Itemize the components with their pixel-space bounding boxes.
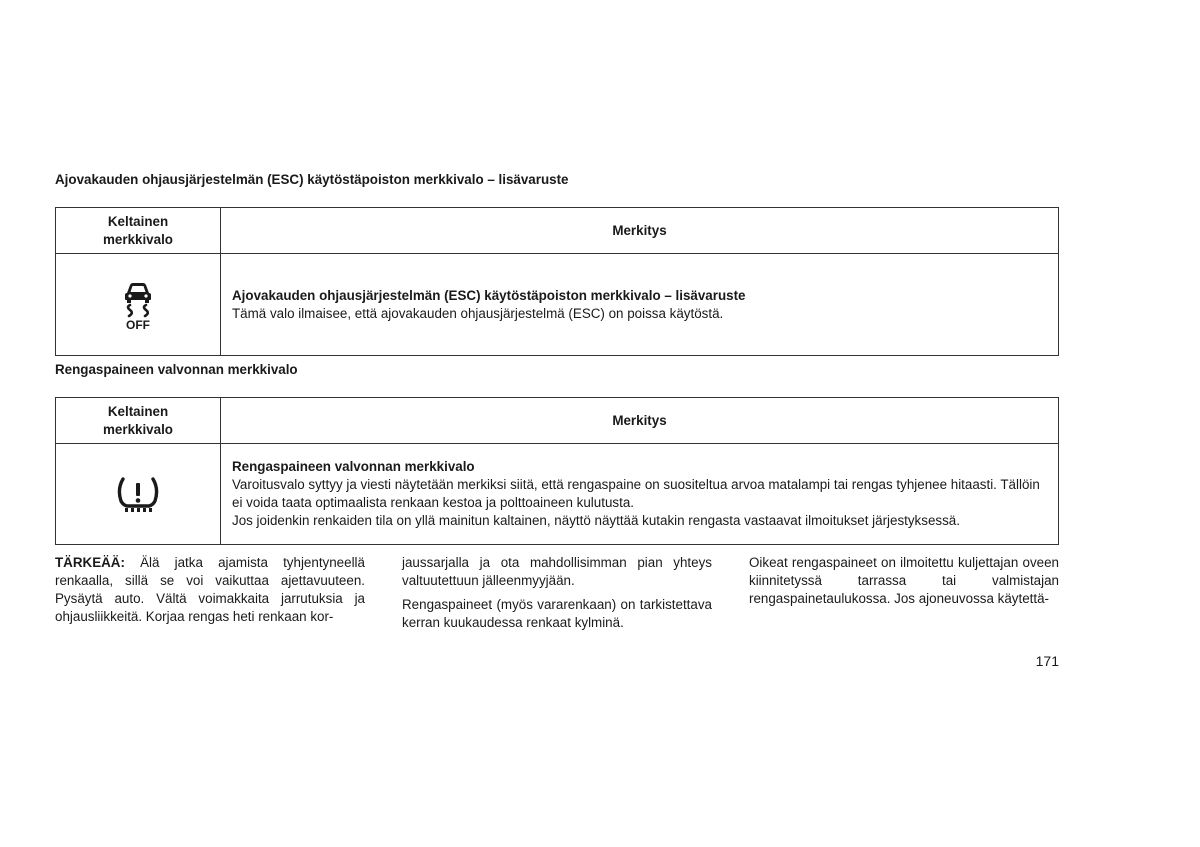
tire-pressure-icon bbox=[113, 473, 163, 515]
tire-pressure-icon-cell bbox=[56, 444, 220, 544]
table-header-indicator bbox=[56, 398, 220, 443]
header-indicator-label: Keltainen merkkivalo bbox=[103, 403, 173, 437]
row-title: Ajovakauden ohjausjärjestelmän (ESC) käytöstäpoiston merkkivalo – lisävaruste bbox=[232, 287, 746, 303]
esc-off-icon-text: OFF bbox=[126, 317, 150, 331]
text-column-3 bbox=[749, 554, 1059, 614]
row-text: Tämä valo ilmaisee, että ajovakauden ohjausjärjestelmä (ESC) on poissa käytöstä. bbox=[232, 305, 724, 321]
important-label: TÄRKEÄÄ: bbox=[55, 555, 125, 570]
header-indicator-label: Keltainen merkkivalo bbox=[103, 213, 173, 247]
page-number: 171 bbox=[1035, 653, 1059, 669]
section-title-tpms: Rengaspaineen valvonnan merkkivalo bbox=[55, 362, 298, 377]
tpms-indicator-table bbox=[55, 397, 1059, 545]
section-title-esc: Ajovakauden ohjausjärjestelmän (ESC) käytöstäpoiston merkkivalo – lisävaruste bbox=[55, 172, 569, 187]
text-column-1 bbox=[55, 554, 365, 632]
paragraph: Älä jatka ajamista tyhjentyneellä renkaalla, sillä se voi vaikuttaa ajettavuuteen. Pysäytä auto. Vältä voimakkaita jarrutuksia ja ohjausliikkeitä. Korjaa rengas heti renkaan kor- bbox=[55, 555, 365, 624]
esc-off-icon bbox=[118, 279, 158, 331]
text-column-2 bbox=[402, 554, 712, 638]
esc-off-icon-cell bbox=[56, 254, 220, 355]
row-text: Varoitusvalo syttyy ja viesti näytetään merkiksi siitä, että rengaspaine on suositeltua arvoa matalampi tai rengas tyhjenee hitaasti. Tällöin ei voida taata optimaalista renkaan kestoa ja polttoaineen kulutusta. bbox=[232, 477, 1040, 510]
paragraph: jaussarjalla ja ota mahdollisimman pian yhteys valtuutettuun jälleenmyyjään. bbox=[402, 555, 712, 588]
esc-meaning-cell bbox=[232, 254, 1050, 355]
paragraph: Rengaspaineet (myös vararenkaan) on tarkistettava kerran kuukaudessa renkaat kylminä. bbox=[402, 597, 712, 630]
row-title: Rengaspaineen valvonnan merkkivalo bbox=[232, 459, 475, 474]
row-text: Jos joidenkin renkaiden tila on yllä mainitun kaltainen, näyttö näyttää kutakin rengasta vastaavat ilmoitukset järjestyksessä. bbox=[232, 513, 960, 528]
paragraph: Oikeat rengaspaineet on ilmoitettu kuljettajan oveen kiinnitetyssä tarrassa tai valmistajan rengaspainetaulukossa. Jos ajoneuvossa käytettä- bbox=[749, 555, 1059, 606]
tpms-meaning-cell bbox=[232, 444, 1050, 544]
table-header-indicator bbox=[56, 208, 220, 253]
esc-indicator-table bbox=[55, 207, 1059, 356]
table-header-meaning: Merkitys bbox=[612, 412, 667, 428]
table-header-meaning: Merkitys bbox=[612, 222, 667, 238]
